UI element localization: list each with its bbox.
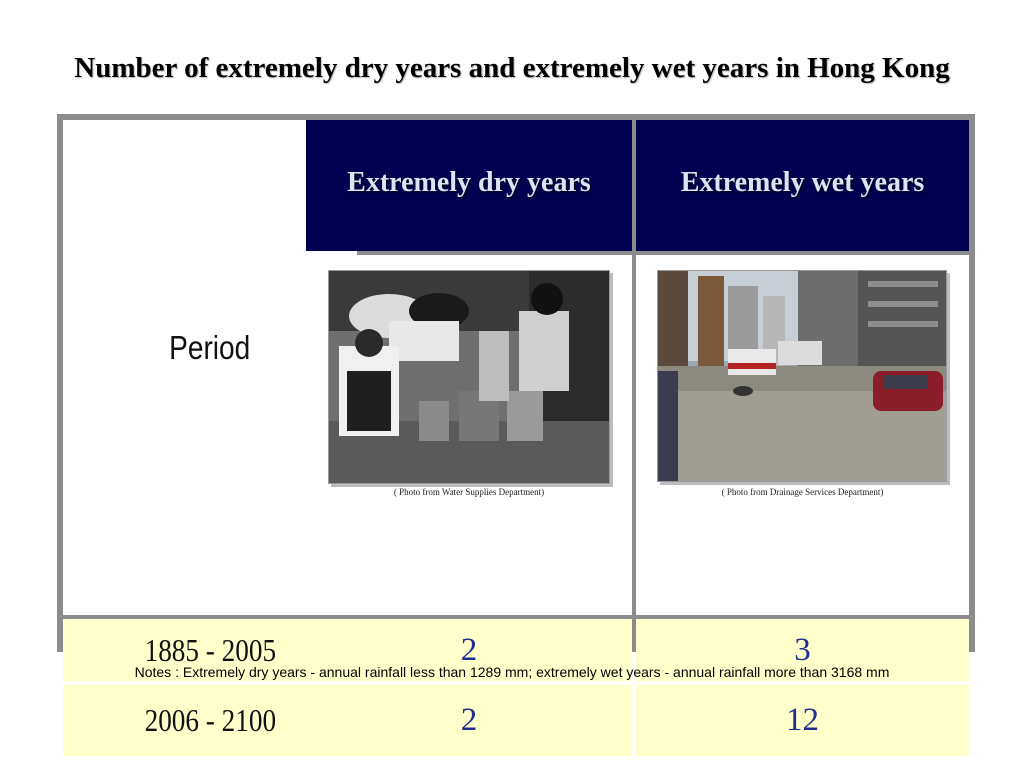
wet-photo-cell <box>636 255 969 615</box>
wet-value-row-2: 12 <box>636 685 969 756</box>
period-value: 2006 - 2100 <box>144 702 276 738</box>
wet-years-header: Extremely wet years <box>636 120 969 251</box>
wet-value-row-1: 3 <box>636 619 969 681</box>
dry-photo-caption: ( Photo from Water Supplies Department) <box>393 487 545 497</box>
dry-photo-cell <box>306 255 632 615</box>
wet-photo-caption: ( Photo from Drainage Services Department) <box>721 487 884 497</box>
drought-photo <box>328 270 610 484</box>
period-header-label: Period <box>169 328 251 366</box>
dry-value-row-2: 2 <box>306 685 632 756</box>
flood-photo <box>657 270 947 482</box>
notes-text: Notes : Extremely dry years - annual rainfall less than 1289 mm; extremely wet years - annual rainfall more than 3168 mm <box>134 664 890 680</box>
page-title: Number of extremely dry years and extremely wet years in Hong Kong <box>74 52 950 84</box>
dry-years-header: Extremely dry years <box>306 120 632 251</box>
dry-value-row-1: 2 <box>306 619 632 681</box>
period-value: 1885 - 2005 <box>144 631 276 668</box>
